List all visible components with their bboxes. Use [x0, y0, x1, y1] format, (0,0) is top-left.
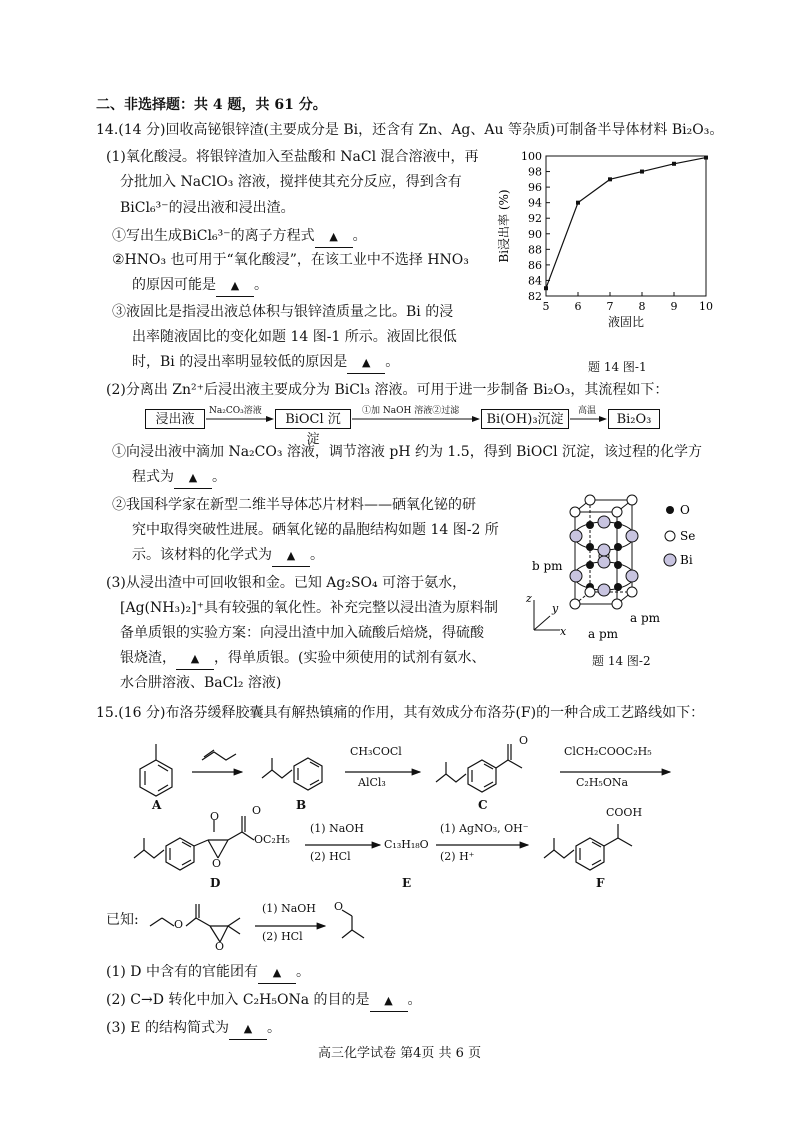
legend-o: O	[680, 503, 690, 517]
answer-blank[interactable]: ▲	[216, 276, 254, 297]
q15-3	[106, 1018, 281, 1040]
f-cooh: COOH	[606, 806, 643, 819]
answer-blank[interactable]: ▲	[315, 227, 353, 248]
q14-2a-line1: ①向浸出液中滴加 Na₂CO₃ 溶液，调节溶液 pH 约为 1.5，得到 BiOCl 沉淀，该过程的化学方	[112, 444, 703, 460]
q14-p3-line5: 水合肼溶液、BaCl₂ 溶液)	[120, 675, 282, 691]
a-pm-label-1: a pm	[630, 611, 661, 625]
answer-blank[interactable]: ▲	[347, 353, 385, 374]
x-axis-label: 液固比	[607, 315, 645, 329]
q14-1b-text: 的原因可能是	[132, 277, 216, 293]
period: 。	[266, 1020, 281, 1036]
y-tick-label: 92	[528, 212, 542, 226]
d-carbonyl-o: O	[252, 804, 262, 817]
d-oxygen-2: O	[212, 857, 222, 870]
label-B: B	[296, 798, 307, 812]
fig1-caption: 题 14 图-1	[588, 360, 647, 374]
reagent-2b: C₂H₅ONa	[576, 776, 629, 789]
page-footer: 高三化学试卷 第4页 共 6 页	[318, 1046, 482, 1061]
q14-1c-line1: ③液固比是指浸出液总体积与银锌渣质量之比。Bi 的浸	[112, 304, 454, 320]
period: 。	[407, 992, 422, 1008]
flow-box-bi2o3: Bi₂O₃	[608, 409, 660, 429]
period: 。	[254, 277, 268, 293]
period: 。	[385, 354, 400, 370]
label-D: D	[210, 876, 221, 890]
q15-3-text: (3) E 的结构简式为	[106, 1020, 229, 1036]
q14-2b-text: 示。该材料的化学式为	[132, 547, 272, 563]
period: 。	[310, 547, 324, 563]
q14-p3-line2: [Ag(NH₃)₂]⁺具有较强的氧化性。补充完整以浸出渣为原料制	[120, 600, 498, 616]
reagent-1a: CH₃COCl	[350, 745, 402, 758]
q14-p3-text-b: ，得单质银。(实验中须使用的试剂有氨水、	[214, 650, 486, 666]
known-epoxide-o: O	[215, 940, 225, 953]
known-reagent-b: (2) HCl	[262, 930, 303, 943]
q14-1c-line2: 出率随液固比的变化如题 14 图-1 所示。液固比很低	[132, 329, 457, 345]
label-C: C	[478, 798, 488, 812]
d-ester-group: OC₂H₅	[254, 833, 290, 846]
q14-p1-line2: 分批加入 NaClO₃ 溶液，搅拌使其充分反应，得到含有	[120, 174, 462, 190]
period: 。	[212, 469, 226, 485]
q14-2a-line2	[132, 467, 226, 489]
flow-arrow1-label: Na₂CO₃溶液	[209, 406, 262, 416]
q15-stem: 15.(16 分)布洛芬缓释胶囊具有解热镇痛的作用，其有效成分布洛芬(F)的一种合成工艺路线如下：	[96, 705, 705, 721]
flow-arrow2-label: ①加 NaOH 溶液②过滤	[362, 406, 460, 416]
b-pm-label: b pm	[532, 559, 563, 573]
y-tick-label: 86	[528, 258, 542, 272]
legend-bi: Bi	[680, 553, 693, 567]
known-reagent-a: (1) NaOH	[262, 902, 316, 915]
answer-blank[interactable]: ▲	[272, 546, 310, 567]
x-tick-label: 7	[606, 300, 614, 313]
flow-box-biocl: BiOCl 沉淀	[275, 409, 351, 429]
reagent-3a: (1) NaOH	[310, 822, 364, 835]
y-tick-label: 90	[528, 227, 542, 241]
y-tick-label: 84	[528, 274, 542, 288]
q15-2-text: (2) C→D 转化中加入 C₂H₅ONa 的目的是	[106, 992, 370, 1008]
flow-box-bioh3: Bi(OH)₃沉淀	[481, 409, 569, 429]
q15-2	[106, 990, 422, 1012]
q14-2b-line2: 究中取得突破性进展。硒氧化铋的晶胞结构如题 14 图-2 所	[132, 522, 499, 538]
known-label: 已知:	[106, 912, 139, 928]
y-axis-label: Bi浸出率 (%)	[497, 189, 511, 263]
c-oxygen: O	[519, 734, 529, 747]
q14-p2-line1: (2)分离出 Zn²⁺后浸出液主要成分为 BiCl₃ 溶液。可用于进一步制备 Bi₂O₃，其流程如下：	[106, 382, 669, 398]
q14-1b-line1: ②HNO₃ 也可用于“氧化酸浸”，在该工业中不选择 HNO₃	[112, 252, 469, 268]
flow-box-leachate: 浸出液	[145, 409, 205, 429]
answer-blank[interactable]: ▲	[370, 991, 408, 1012]
q15-1-text: (1) D 中含有的官能团有	[106, 964, 258, 980]
axis-z: z	[526, 592, 532, 605]
q14-stem: 14.(14 分)回收高铋银锌渣(主要成分是 Bi，还含有 Zn、Ag、Au 等杂质)可制备半导体材料 Bi₂O₃。	[96, 122, 724, 138]
x-tick-label: 9	[670, 300, 678, 313]
crystal-cell-diagram	[520, 480, 720, 670]
x-tick-label: 5	[542, 300, 550, 313]
period: 。	[295, 964, 310, 980]
reagent-2a: ClCH₂COOC₂H₅	[564, 745, 652, 758]
q14-p1-line1: (1)氧化酸浸。将银锌渣加入至盐酸和 NaCl 混合溶液中，再	[106, 149, 479, 165]
answer-blank[interactable]: ▲	[258, 963, 296, 984]
reagent-3b: (2) HCl	[310, 850, 351, 863]
y-tick-label: 82	[528, 290, 542, 303]
flow-arrows	[0, 0, 800, 440]
x-tick-label: 6	[574, 300, 582, 313]
q14-2b-line1: ②我国科学家在新型二维半导体芯片材料——硒氧化铋的研	[112, 497, 476, 513]
y-tick-label: 100	[521, 150, 542, 163]
q14-p3-text-a: 银烧渣，	[120, 650, 176, 666]
known-aldehyde-o: O	[334, 900, 344, 913]
answer-blank[interactable]: ▲	[229, 1019, 267, 1040]
y-tick-label: 94	[528, 196, 542, 210]
period: 。	[352, 228, 367, 244]
reagent-4a: (1) AgNO₃, OH⁻	[440, 822, 529, 835]
q14-2b-line3	[132, 545, 324, 567]
legend-se: Se	[680, 529, 696, 543]
label-E: E	[402, 876, 412, 890]
y-tick-label: 96	[528, 181, 542, 195]
q14-2a-text: 程式为	[132, 469, 174, 485]
fig2-caption: 题 14 图-2	[592, 654, 651, 668]
known-ester-o: O	[174, 918, 184, 931]
q14-1c-text: 时，Bi 的浸出率明显较低的原因是	[132, 354, 348, 370]
d-oxygen-1: O	[210, 810, 220, 823]
q14-1a-text: ①写出生成BiCl₆³⁻的离子方程式	[112, 228, 315, 244]
q14-p3-line3: 备单质银的实验方案：向浸出渣中加入硫酸后焙烧，得硫酸	[120, 625, 484, 641]
y-tick-label: 88	[528, 243, 542, 257]
label-A: A	[152, 798, 162, 812]
q14-p3-line1: (3)从浸出渣中可回收银和金。已知 Ag₂SO₄ 可溶于氨水，	[106, 575, 467, 591]
flow-arrow3-label: 高温	[578, 406, 597, 416]
axis-x: x	[560, 625, 567, 638]
y-tick-label: 98	[528, 165, 542, 179]
q15-1	[106, 962, 310, 984]
answer-blank[interactable]: ▲	[174, 468, 212, 489]
a-pm-label-2: a pm	[588, 627, 619, 641]
q14-p1-line3: BiCl₆³⁻的浸出液和浸出渣。	[120, 200, 295, 216]
answer-blank[interactable]: ▲	[176, 649, 214, 670]
section-title: 二、非选择题：共 4 题，共 61 分。	[96, 97, 327, 113]
e-formula: C₁₃H₁₈O	[384, 838, 429, 851]
x-tick-label: 10	[699, 300, 713, 313]
q14-p3-line4	[120, 648, 485, 670]
label-F: F	[596, 876, 605, 890]
reagent-1b: AlCl₃	[358, 776, 386, 789]
x-tick-label: 8	[638, 300, 646, 313]
axis-y: y	[552, 602, 559, 615]
reagent-4b: (2) H⁺	[440, 850, 475, 863]
